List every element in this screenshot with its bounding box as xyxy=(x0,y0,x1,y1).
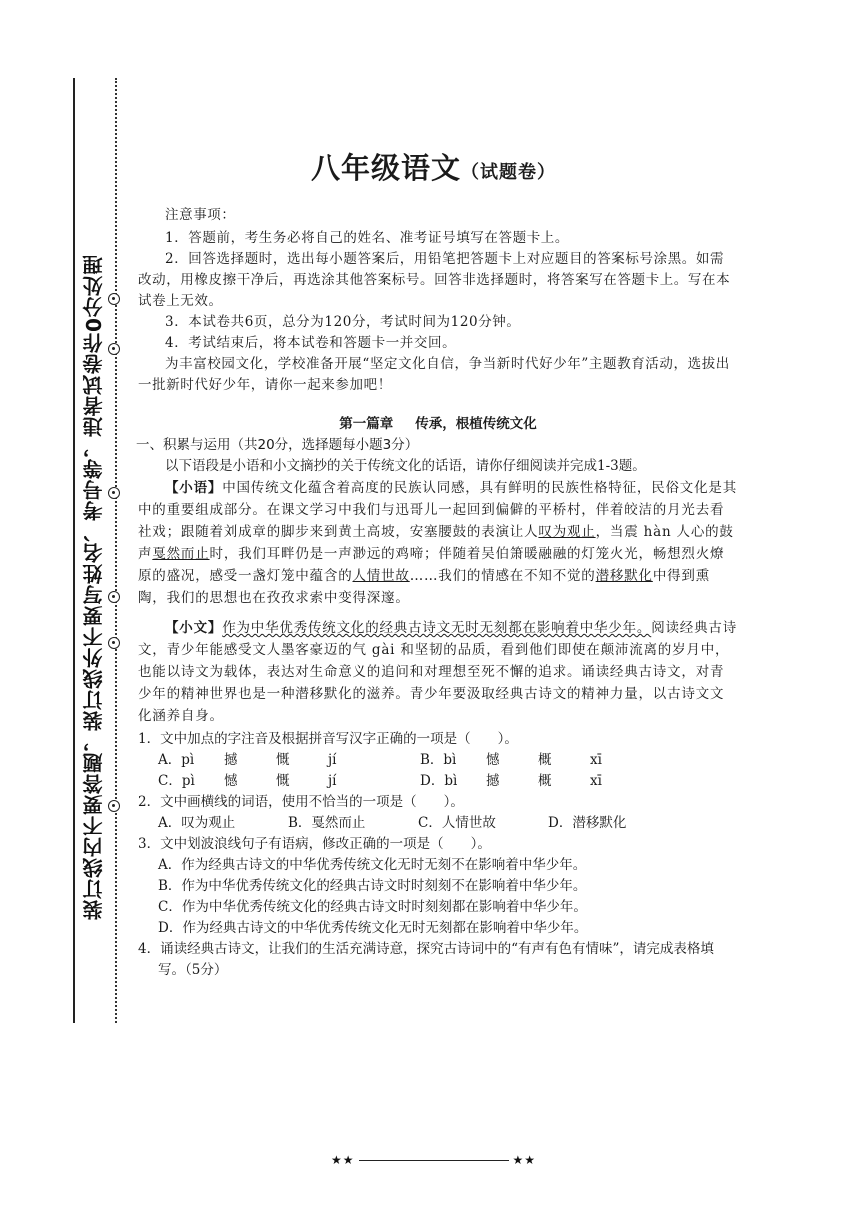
chapter-heading xyxy=(138,414,738,435)
option-cell: 概 xyxy=(538,752,552,768)
passage-label: 【小文】 xyxy=(165,620,223,636)
footer-rule xyxy=(359,1160,509,1161)
underlined-word: 戛然而止 xyxy=(152,546,210,562)
binding-hole-icon xyxy=(108,343,120,355)
option-cell: xī xyxy=(590,773,602,789)
option-row xyxy=(158,750,738,771)
option-a-letter[interactable]: A．pì xyxy=(158,752,195,768)
option-d[interactable]: D．作为经典古诗文的中华优秀传统文化无时无刻都在影响着中华少年。 xyxy=(158,920,588,936)
binding-notice: 装订线内不要答题，装订线外不要写姓名、考号等，违者试卷作0分处理 xyxy=(82,254,106,920)
option-b[interactable]: B．作为中华优秀传统文化的经典古诗文时时刻刻不在影响着中华少年。 xyxy=(158,878,587,894)
title-sub: （试题卷） xyxy=(461,162,556,183)
option-c[interactable]: C．人情世故 xyxy=(418,815,496,831)
title-main: 八年级语文 xyxy=(310,151,461,185)
option-cell: 撼 xyxy=(224,752,238,768)
chapter-name: 传承，根植传统文化 xyxy=(415,416,537,432)
passage-text: 中国传统文化蕴含着高度的民族认同感，具有鲜明的民族性格特征，民俗文化是其中的重要组成部分。在课文学习中我们与迅哥儿一起回到偏僻的平桥村，伴着皎洁的月光去看社戏；跟随着刘成章的脚步来到黄土高坡，安塞腰鼓的表演让人 xyxy=(138,480,738,540)
note-item: 3．本试卷共6页，总分为120分，考试时间为120分钟。 xyxy=(165,314,521,330)
option-b-letter[interactable]: B．bì xyxy=(420,752,457,768)
q2-options xyxy=(138,813,738,834)
option-cell: 憾 xyxy=(224,773,238,789)
question-stem: 3．文中划波浪线句子有语病，修改正确的一项是（ ）。 xyxy=(138,836,491,852)
option-cell: 憾 xyxy=(486,752,500,768)
option-a[interactable]: A．作为经典古诗文的中华优秀传统文化无时无刻不在影响着中华少年。 xyxy=(158,857,587,873)
q1-options xyxy=(138,750,738,792)
footer-stars-left: ★★ xyxy=(330,1153,355,1167)
page-title xyxy=(0,146,867,187)
passage-text: 时，我们耳畔仍是一声渺远的鸡啼；伴随着吴伯箫暖融融的灯笼火光，畅想烈火燎原的盛况，感受一盏灯笼中蕴含的 xyxy=(138,546,725,584)
passage-text: 中得到熏陶，我们的思想也在孜孜求索中变得深邃。 xyxy=(138,568,711,606)
option-c[interactable]: C．作为中华优秀传统文化的经典古诗文时时刻刻都在影响着中华少年。 xyxy=(158,899,587,915)
option-d[interactable]: D．潜移默化 xyxy=(548,815,627,831)
underlined-word: 人情世故 xyxy=(352,568,410,584)
question-2 xyxy=(138,792,738,834)
option-cell: jí xyxy=(328,773,337,789)
option-a[interactable]: A．叹为观止 xyxy=(158,815,236,831)
option-d-letter[interactable]: D．bì xyxy=(420,773,458,789)
passage-label: 【小语】 xyxy=(165,480,223,496)
underlined-word: 潜移默化 xyxy=(595,568,653,584)
notes-block xyxy=(138,205,738,354)
intro-paragraph: 为丰富校园文化，学校准备开展“坚定文化自信，争当新时代好少年”主题教育活动，选拔出一批新时代好少年，请你一起来参加吧！ xyxy=(138,356,730,393)
question-stem: 1．文中加点的字注音及根据拼音写汉字正确的一项是（ ）。 xyxy=(138,731,518,747)
page-footer xyxy=(0,1153,867,1167)
option-b[interactable]: B．戛然而止 xyxy=(288,815,366,831)
question-3 xyxy=(138,834,738,939)
question-stem: 4．诵读经典古诗文，让我们的生活充满诗意，探究古诗词中的“有声有色有情味”，请完成表格填写。（5分） xyxy=(138,941,714,978)
binding-hole-icon xyxy=(108,637,120,649)
option-c-letter[interactable]: C．pì xyxy=(158,773,195,789)
binding-hole-icon xyxy=(108,591,120,603)
question-stem: 2．文中画横线的词语，使用不恰当的一项是（ ）。 xyxy=(138,794,464,810)
binding-hole-icon xyxy=(108,293,120,305)
note-item: 1．答题前，考生务必将自己的姓名、准考证号填写在答题卡上。 xyxy=(165,230,569,246)
passage-text: ……我们的情感在不知不觉的 xyxy=(409,568,596,584)
option-cell: 慨 xyxy=(276,752,290,768)
note-item: 2．回答选择题时，选出每小题答案后，用铅笔把答题卡上对应题目的答案标号涂黑。如需改动，用橡皮擦干净后，再选涂其他答案标号。回答非选择题时，将答案写在答题卡上。写在本试卷上无效。 xyxy=(138,251,731,309)
option-cell: 慨 xyxy=(276,773,290,789)
section-heading: 一、积累与运用（共20分，选择题每小题3分） xyxy=(136,437,419,453)
binding-border-line xyxy=(73,78,75,1023)
binding-hole-icon xyxy=(108,487,120,499)
note-item: 4．考试结束后，将本试卷和答题卡一并交回。 xyxy=(165,335,457,351)
chapter-label: 第一篇章 xyxy=(339,416,394,432)
option-row xyxy=(158,771,738,792)
passage-xiaowen xyxy=(138,617,738,727)
footer-stars-right: ★★ xyxy=(512,1153,537,1167)
option-cell: 撼 xyxy=(486,773,500,789)
option-cell: xī xyxy=(590,752,602,768)
passage-text: ，当震 hàn 人心的鼓声 xyxy=(138,524,734,562)
wavy-sentence: 作为中华优秀传统文化的经典古诗文无时无刻都在影响着中华少年。 xyxy=(222,620,652,636)
passage-xiaoyu xyxy=(138,477,738,609)
exam-content xyxy=(138,205,738,981)
option-cell: jí xyxy=(328,752,337,768)
binding-dotted-line xyxy=(115,78,117,1023)
lead-text: 以下语段是小语和小文摘抄的关于传统文化的话语，请你仔细阅读并完成1-3题。 xyxy=(165,458,646,474)
question-1 xyxy=(138,729,738,792)
passage-text: 阅读经典古诗文，青少年能感受文人墨客豪迈的气 gài 和坚韧的品质，看到他们即使在颠沛流离的岁月中，也能以诗文为载体，表达对生命意义的追问和对理想至死不懈的追求。诵读经典古诗文，对青少年的精神世界也是一种潜移默化的滋养。青少年要汲取经典古诗文的精神力量，以古诗文文化涵养自身。 xyxy=(138,620,738,724)
underlined-word: 叹为观止 xyxy=(538,524,596,540)
binding-hole-icon xyxy=(108,800,120,812)
notes-heading: 注意事项： xyxy=(165,207,236,223)
option-cell: 概 xyxy=(538,773,552,789)
question-4 xyxy=(138,939,738,981)
